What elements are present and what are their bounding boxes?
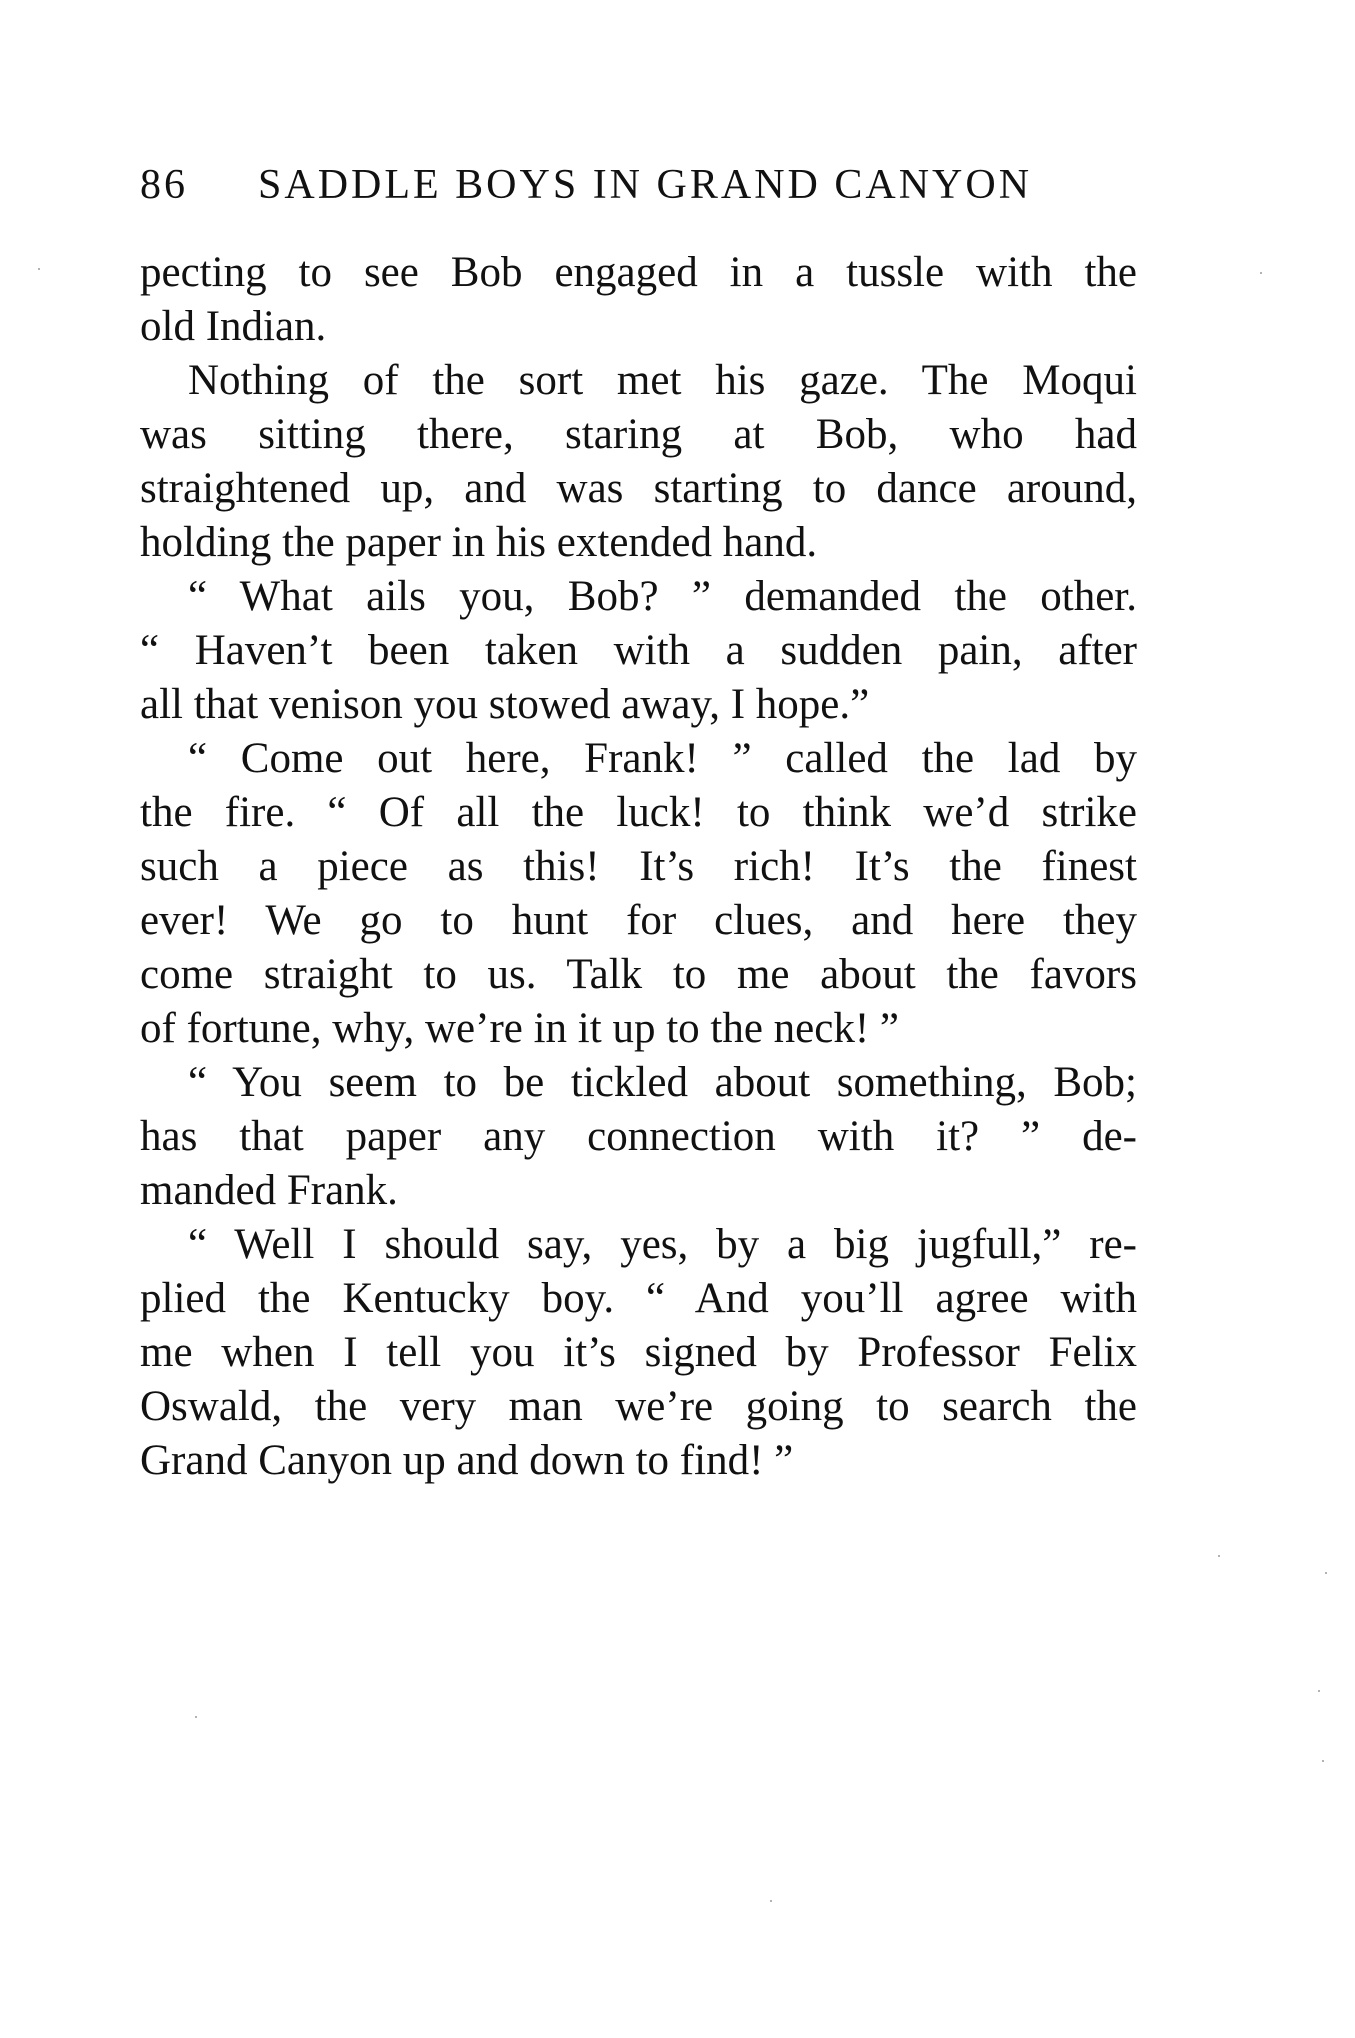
text-line: straightened up, and was starting to dance around, bbox=[140, 465, 1137, 512]
text-line: manded Frank. bbox=[140, 1167, 398, 1214]
paper-speck bbox=[1260, 272, 1262, 274]
text-line: Nothing of the sort met his gaze. The Moqui bbox=[188, 357, 1137, 404]
paper-speck bbox=[770, 1900, 772, 1902]
body-text bbox=[140, 246, 1137, 1488]
text-line: plied the Kentucky boy. “ And you’ll agree with bbox=[140, 1275, 1137, 1322]
paper-speck bbox=[195, 1716, 197, 1718]
text-line: Oswald, the very man we’re going to search the bbox=[140, 1383, 1137, 1430]
paper-speck bbox=[1325, 1572, 1327, 1574]
text-line: me when I tell you it’s signed by Professor Felix bbox=[140, 1329, 1137, 1376]
text-line: “ Haven’t been taken with a sudden pain, after bbox=[140, 627, 1137, 674]
text-line: pecting to see Bob engaged in a tussle with the bbox=[140, 249, 1137, 296]
page-number: 86 bbox=[140, 162, 188, 208]
text-line: was sitting there, staring at Bob, who had bbox=[140, 411, 1137, 458]
text-line: “ Come out here, Frank! ” called the lad by bbox=[188, 735, 1137, 782]
text-line: “ Well I should say, yes, by a big jugfull,” re- bbox=[188, 1221, 1137, 1268]
text-line: of fortune, why, we’re in it up to the neck! ” bbox=[140, 1005, 900, 1052]
text-line: has that paper any connection with it? ” de- bbox=[140, 1113, 1137, 1160]
text-line: “ You seem to be tickled about something, Bob; bbox=[188, 1059, 1137, 1106]
text-line: the fire. “ Of all the luck! to think we’d strike bbox=[140, 789, 1137, 836]
paper-speck bbox=[1218, 1555, 1220, 1557]
text-line: Grand Canyon up and down to find! ” bbox=[140, 1437, 794, 1484]
text-line: such a piece as this! It’s rich! It’s the finest bbox=[140, 843, 1137, 890]
text-line: holding the paper in his extended hand. bbox=[140, 519, 818, 566]
paper-speck bbox=[1318, 1690, 1320, 1692]
text-line: all that venison you stowed away, I hope.” bbox=[140, 681, 870, 728]
paper-speck bbox=[38, 268, 40, 270]
text-line: ever! We go to hunt for clues, and here they bbox=[140, 897, 1137, 944]
text-line: come straight to us. Talk to me about the favors bbox=[140, 951, 1137, 998]
paper-speck bbox=[1322, 1760, 1324, 1762]
running-head bbox=[140, 155, 1140, 215]
running-title: SADDLE BOYS IN GRAND CANYON bbox=[258, 162, 1033, 208]
text-line: old Indian. bbox=[140, 303, 327, 350]
text-line: “ What ails you, Bob? ” demanded the other. bbox=[188, 573, 1137, 620]
